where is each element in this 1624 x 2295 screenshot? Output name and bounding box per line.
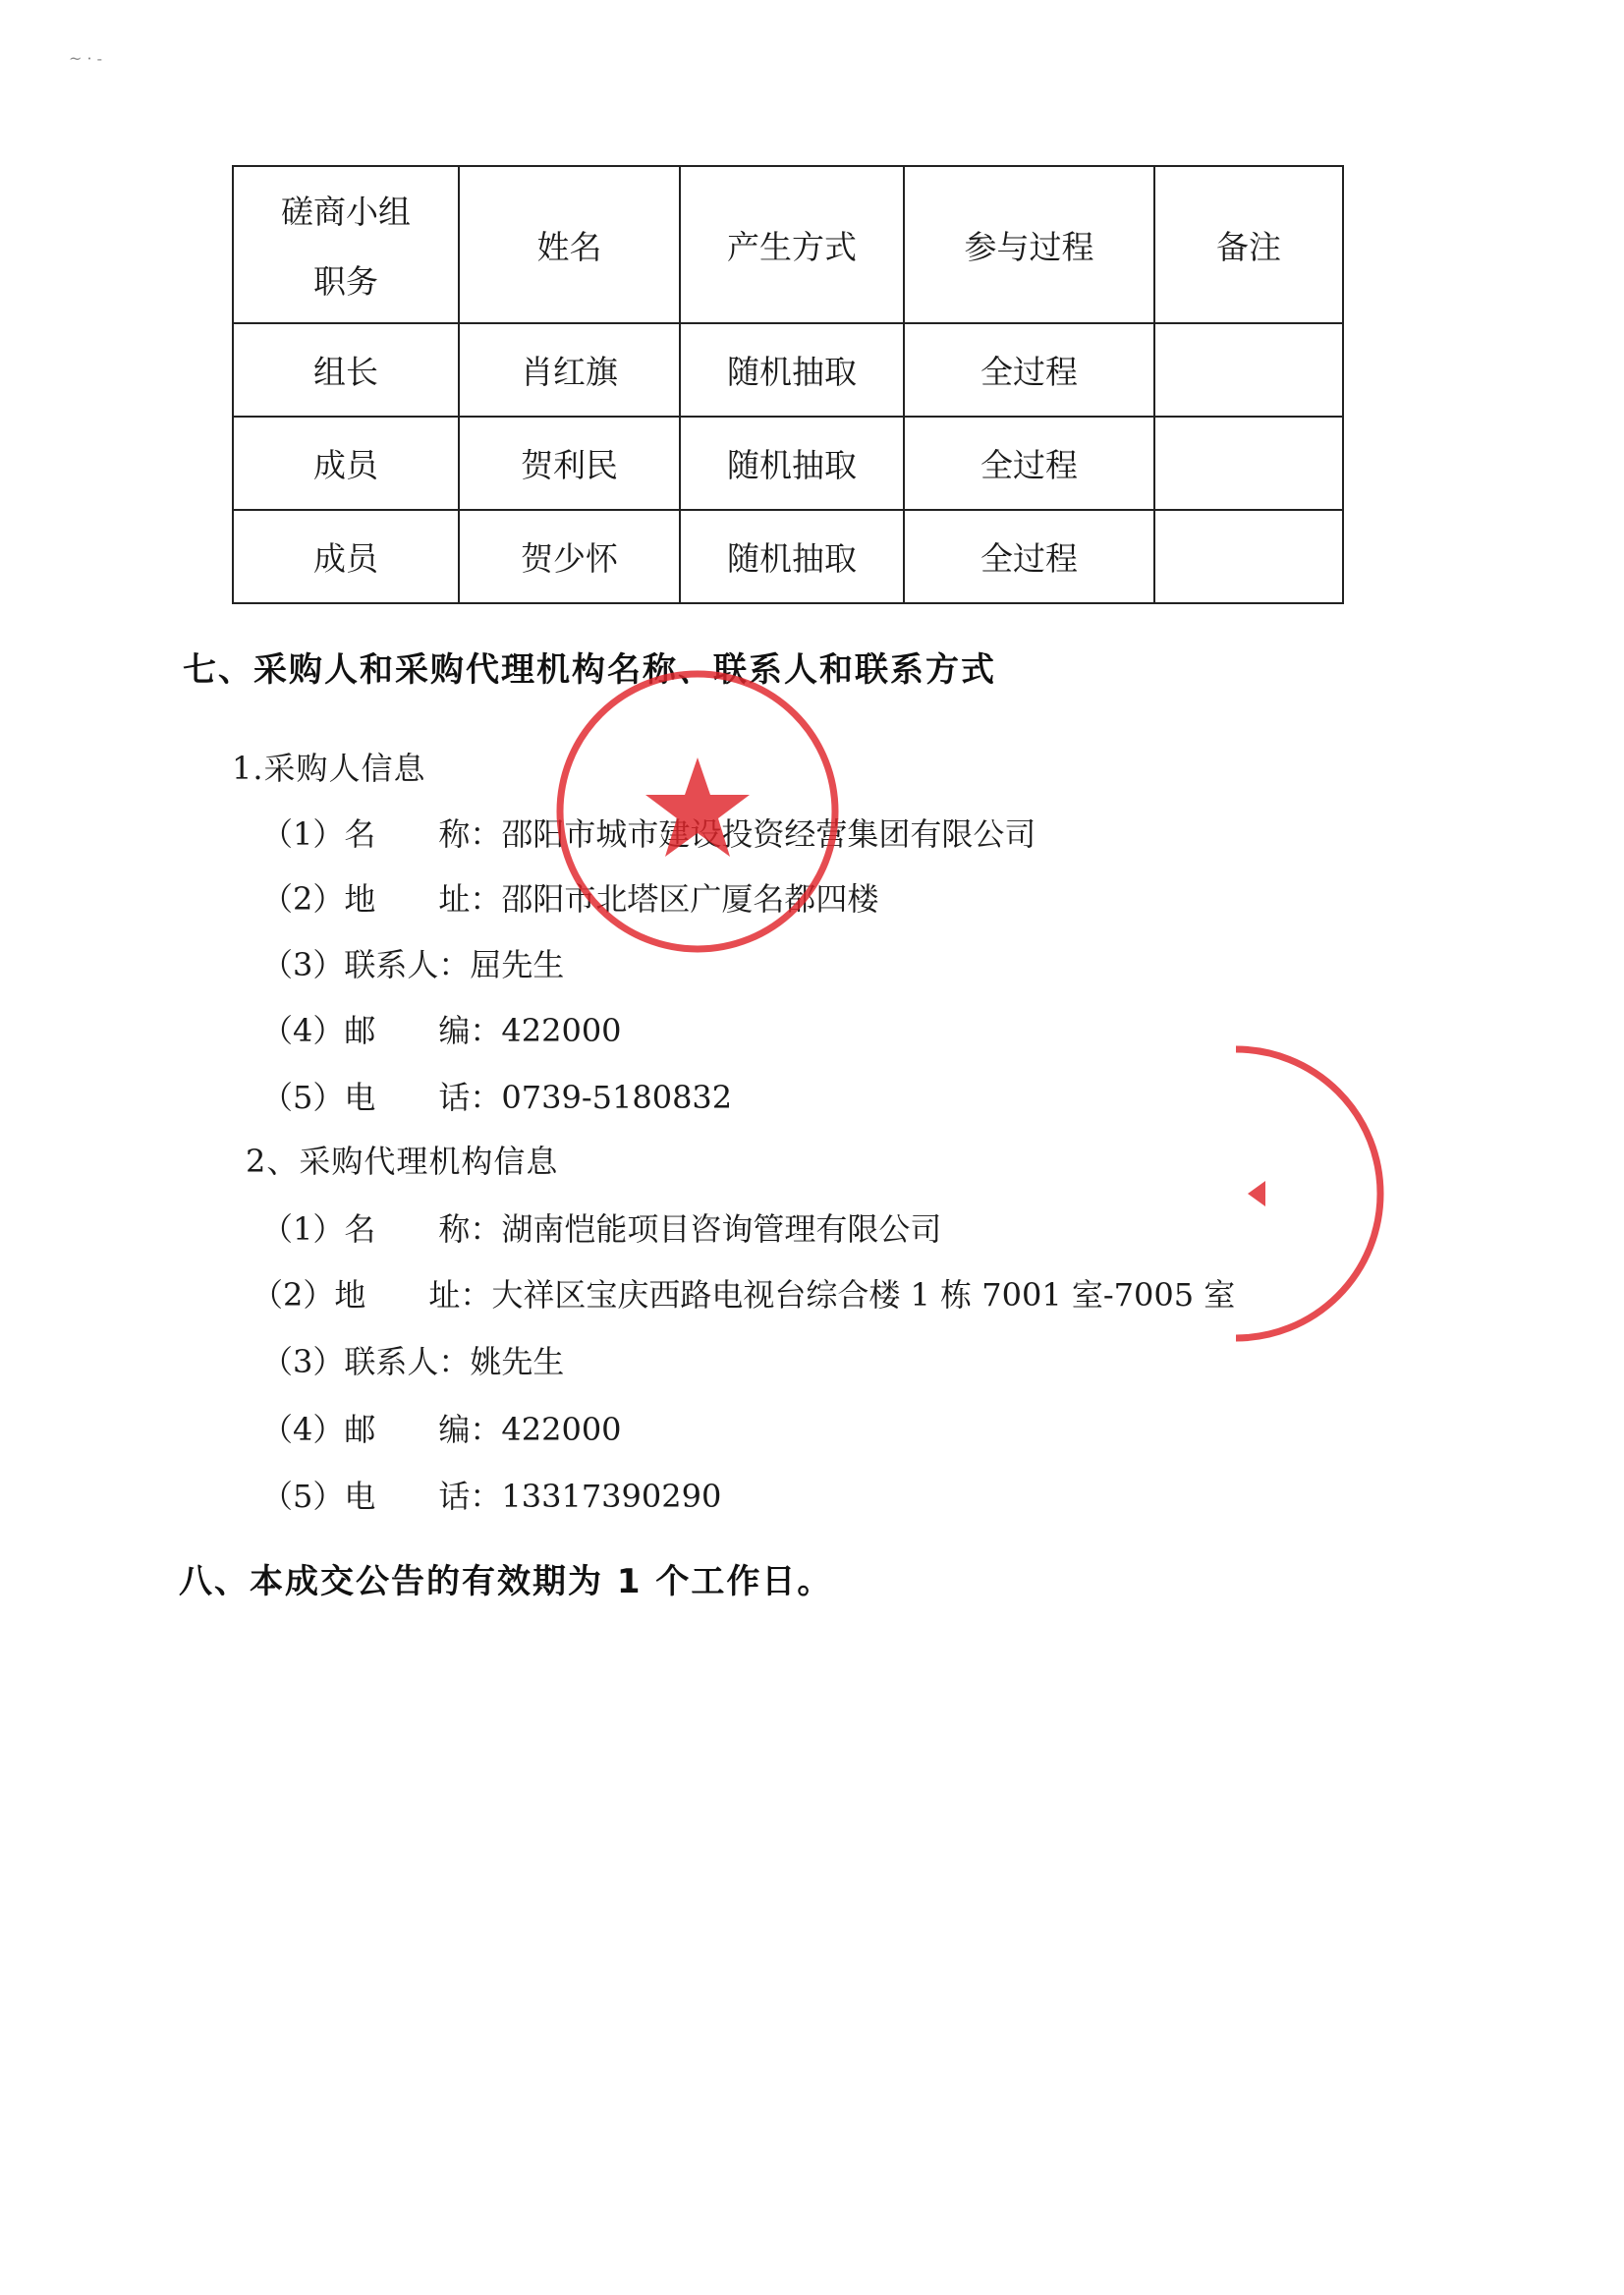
cell-role: 组长 bbox=[233, 323, 459, 417]
header-role bbox=[233, 166, 459, 323]
cell-method: 随机抽取 bbox=[680, 510, 904, 603]
agency-name-label: （1）名 称： bbox=[261, 1210, 502, 1248]
agency-address-value: 大祥区宝庆西路电视台综合楼 1 栋 7001 室-7005 室 bbox=[491, 1276, 1236, 1314]
agency-postcode-line bbox=[261, 1405, 622, 1450]
agency-postcode-label: （4）邮 编： bbox=[261, 1411, 502, 1448]
agency-heading: 2、采购代理机构信息 bbox=[246, 1143, 559, 1180]
agency-address-label: （2）地 址： bbox=[252, 1276, 492, 1314]
cell-name: 肖红旗 bbox=[459, 323, 680, 417]
cell-process: 全过程 bbox=[904, 323, 1154, 417]
buyer-contact-line bbox=[261, 940, 564, 985]
agency-contact-line bbox=[261, 1337, 564, 1382]
header-remark: 备注 bbox=[1154, 166, 1343, 323]
panel-table bbox=[232, 165, 1344, 604]
buyer-address-label: （2）地 址： bbox=[261, 880, 502, 918]
agency-phone-value: 13317390290 bbox=[501, 1478, 722, 1515]
buyer-name-label: （1）名 称： bbox=[261, 815, 502, 853]
cell-role: 成员 bbox=[233, 510, 459, 603]
buyer-contact-value: 屈先生 bbox=[470, 946, 565, 983]
agency-address-line bbox=[252, 1270, 1235, 1315]
scan-mark: ~ · - bbox=[69, 49, 103, 68]
header-method: 产生方式 bbox=[680, 166, 904, 323]
section-8-title: 八、本成交公告的有效期为 1 个工作日。 bbox=[179, 1562, 833, 1601]
table-row bbox=[233, 323, 1343, 417]
cell-process: 全过程 bbox=[904, 417, 1154, 510]
buyer-postcode-value: 422000 bbox=[501, 1012, 622, 1049]
header-role-line2: 职务 bbox=[313, 262, 378, 301]
agency-contact-label: （3）联系人： bbox=[261, 1343, 471, 1380]
buyer-name-value: 邵阳市城市建设投资经营集团有限公司 bbox=[501, 815, 1036, 853]
buyer-postcode-line bbox=[261, 1006, 622, 1051]
buyer-seal bbox=[550, 664, 845, 959]
agency-postcode-value: 422000 bbox=[501, 1411, 622, 1448]
agency-name-value: 湖南恺能项目咨询管理有限公司 bbox=[501, 1210, 942, 1248]
buyer-seal-star-icon bbox=[645, 757, 750, 857]
buyer-address-value: 邵阳市北塔区广厦名都四楼 bbox=[501, 880, 879, 918]
agency-seal-star-icon bbox=[1248, 1181, 1265, 1206]
cell-name: 贺利民 bbox=[459, 417, 680, 510]
cell-remark bbox=[1154, 417, 1343, 510]
agency-name-line bbox=[261, 1204, 941, 1250]
buyer-postcode-label: （4）邮 编： bbox=[261, 1012, 502, 1049]
cell-role: 成员 bbox=[233, 417, 459, 510]
header-process: 参与过程 bbox=[904, 166, 1154, 323]
buyer-heading: 1.采购人信息 bbox=[232, 750, 426, 787]
table-header-row bbox=[233, 166, 1343, 323]
cell-method: 随机抽取 bbox=[680, 323, 904, 417]
header-name: 姓名 bbox=[459, 166, 680, 323]
cell-remark bbox=[1154, 323, 1343, 417]
cell-process: 全过程 bbox=[904, 510, 1154, 603]
cell-name: 贺少怀 bbox=[459, 510, 680, 603]
buyer-phone-label: （5）电 话： bbox=[261, 1079, 502, 1116]
header-role-line1: 磋商小组 bbox=[281, 193, 411, 231]
section-7-title: 七、采购人和采购代理机构名称、联系人和联系方式 bbox=[183, 650, 996, 690]
buyer-phone-value: 0739-5180832 bbox=[501, 1079, 733, 1116]
agency-seal bbox=[1197, 1032, 1393, 1356]
cell-method: 随机抽取 bbox=[680, 417, 904, 510]
agency-phone-label: （5）电 话： bbox=[261, 1478, 502, 1515]
cell-remark bbox=[1154, 510, 1343, 603]
buyer-contact-label: （3）联系人： bbox=[261, 946, 471, 983]
buyer-phone-line bbox=[261, 1073, 732, 1118]
table-row bbox=[233, 417, 1343, 510]
table-row bbox=[233, 510, 1343, 603]
agency-phone-line bbox=[261, 1472, 721, 1517]
agency-contact-value: 姚先生 bbox=[470, 1343, 565, 1380]
